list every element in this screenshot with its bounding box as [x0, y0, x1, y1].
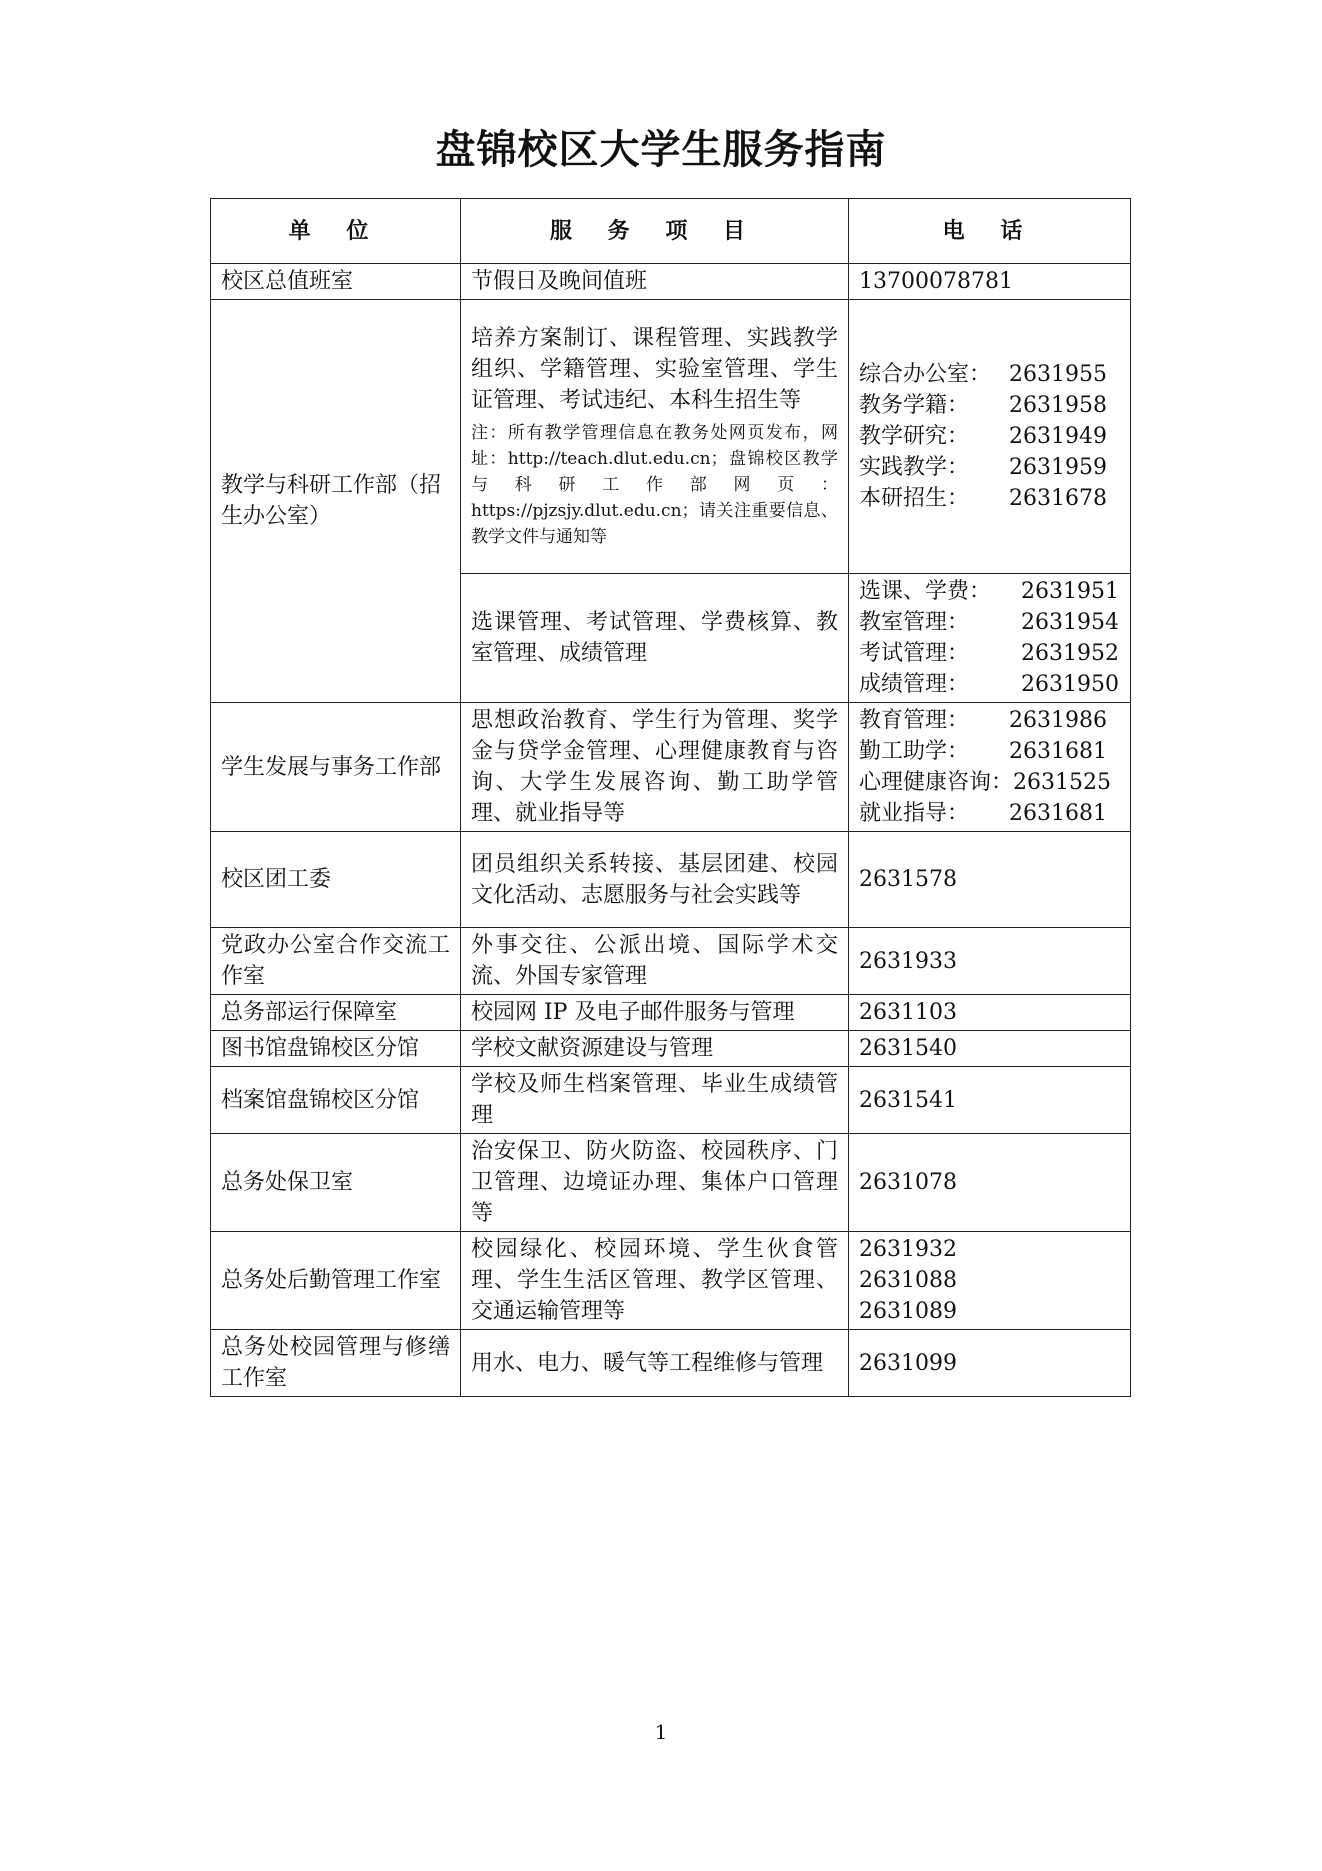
phone-cell: 2631099: [849, 1330, 1131, 1397]
phone-label: 教学研究：: [859, 424, 970, 449]
phone-number: 2631952: [1021, 641, 1119, 666]
phone-cell: 2631078: [849, 1134, 1131, 1232]
phone-label: 就业指导：: [859, 801, 970, 826]
service-cell: 学校文献资源建设与管理: [461, 1031, 849, 1067]
service-cell: 外事交往、公派出境、国际学术交流、外国专家管理: [461, 928, 849, 995]
phone-cell: [849, 300, 1131, 574]
phone-line: [859, 452, 1120, 483]
phone-number: 2631958: [1009, 393, 1107, 418]
phone-line: [859, 359, 1120, 390]
service-cell: 思想政治教育、学生行为管理、奖学金与贷学金管理、心理健康教育与咨询、大学生发展咨询、勤工助学管理、就业指导等: [461, 703, 849, 832]
phone-cell: 2631103: [849, 995, 1131, 1031]
phone-label: 成绩管理：: [859, 672, 970, 697]
unit-cell: 党政办公室合作交流工作室: [211, 928, 461, 995]
phone-line: [859, 798, 1120, 829]
table-row: [211, 703, 1131, 832]
phone-number: 2631525: [1013, 770, 1111, 795]
phone-line: [859, 669, 1120, 700]
service-cell: [461, 300, 849, 574]
phone-number: 2631681: [1009, 801, 1107, 826]
service-cell: 校园绿化、校园环境、学生伙食管理、学生生活区管理、教学区管理、交通运输管理等: [461, 1232, 849, 1330]
table-row: [211, 832, 1131, 928]
phone-line: [859, 483, 1120, 514]
phone-label: 综合办公室：: [859, 362, 992, 387]
service-note: 注：所有教学管理信息在教务处网页发布，网址：http://teach.dlut.edu.cn；盘锦校区教学与科研工作部网页：https://pjzsjy.dlut.edu.cn；请关注重要信息、教学文件与通知等: [471, 423, 838, 547]
table-row: [211, 1134, 1131, 1232]
table-row: [211, 300, 1131, 574]
phone-line: [859, 736, 1120, 767]
header-phone: 电 话: [849, 199, 1131, 264]
phone-line: [859, 638, 1120, 669]
unit-cell: 校区总值班室: [211, 264, 461, 300]
unit-cell: 档案馆盘锦校区分馆: [211, 1067, 461, 1134]
phone-line: [859, 390, 1120, 421]
phone-label: 教务学籍：: [859, 393, 970, 418]
service-cell: 治安保卫、防火防盗、校园秩序、门卫管理、边境证办理、集体户口管理等: [461, 1134, 849, 1232]
phone-label: 教育管理：: [859, 708, 970, 733]
table-row: [211, 1067, 1131, 1134]
header-unit: 单 位: [211, 199, 461, 264]
phone-number: 2631954: [1021, 610, 1119, 635]
phone-cell: 13700078781: [849, 264, 1131, 300]
phone-number: 2631949: [1009, 424, 1107, 449]
table-row: [211, 1232, 1131, 1330]
phone-line: [859, 607, 1120, 638]
table-row: [211, 928, 1131, 995]
service-cell: 选课管理、考试管理、学费核算、教室管理、成绩管理: [461, 574, 849, 703]
unit-cell: 总务部运行保障室: [211, 995, 461, 1031]
service-guide-table: [210, 198, 1131, 1397]
phone-cell: 2631578: [849, 832, 1131, 928]
phone-number: 2631088: [859, 1268, 957, 1293]
phone-number: 2631959: [1009, 455, 1107, 480]
page-title: 盘锦校区大学生服务指南: [435, 126, 887, 173]
phone-line: [859, 421, 1120, 452]
unit-cell: 总务处校园管理与修缮工作室: [211, 1330, 461, 1397]
phone-label: 本研招生：: [859, 486, 970, 511]
phone-cell: 2631540: [849, 1031, 1131, 1067]
phone-number: 2631951: [1021, 579, 1119, 604]
phone-number: 2631932: [859, 1237, 957, 1262]
phone-cell: 2631933: [849, 928, 1131, 995]
phone-cell: [849, 1232, 1131, 1330]
service-text: 培养方案制订、课程管理、实践教学组织、学籍管理、实验室管理、学生证管理、考试违纪、本科生招生等: [471, 326, 838, 413]
phone-number: 2631986: [1009, 708, 1107, 733]
service-cell: 团员组织关系转接、基层团建、校园文化活动、志愿服务与社会实践等: [461, 832, 849, 928]
service-cell: 校园网 IP 及电子邮件服务与管理: [461, 995, 849, 1031]
phone-label: 实践教学：: [859, 455, 970, 480]
phone-line: [859, 576, 1120, 607]
unit-cell: 总务处保卫室: [211, 1134, 461, 1232]
phone-number: 2631681: [1009, 739, 1107, 764]
table-row: [211, 1031, 1131, 1067]
page-number: 1: [654, 1720, 668, 1744]
phone-number: 2631955: [1009, 362, 1107, 387]
table-row: [211, 1330, 1131, 1397]
phone-label: 教室管理：: [859, 610, 970, 635]
phone-label: 选课、学费：: [859, 579, 992, 604]
phone-line: [859, 767, 1120, 798]
phone-number: 2631950: [1021, 672, 1119, 697]
service-cell: 节假日及晚间值班: [461, 264, 849, 300]
service-cell: 用水、电力、暖气等工程维修与管理: [461, 1330, 849, 1397]
header-service: 服 务 项 目: [461, 199, 849, 264]
phone-number: 2631678: [1009, 486, 1107, 511]
phone-label: 考试管理：: [859, 641, 970, 666]
phone-cell: [849, 703, 1131, 832]
unit-cell: 教学与科研工作部（招生办公室）: [211, 300, 461, 703]
phone-line: [859, 705, 1120, 736]
phone-cell: [849, 574, 1131, 703]
table-header-row: [211, 199, 1131, 264]
unit-cell: 图书馆盘锦校区分馆: [211, 1031, 461, 1067]
phone-label: 心理健康咨询：: [859, 770, 1014, 795]
table-row: [211, 264, 1131, 300]
phone-label: 勤工助学：: [859, 739, 970, 764]
phone-cell: 2631541: [849, 1067, 1131, 1134]
unit-cell: 学生发展与事务工作部: [211, 703, 461, 832]
phone-number: 2631089: [859, 1299, 957, 1324]
table-row: [211, 995, 1131, 1031]
unit-cell: 校区团工委: [211, 832, 461, 928]
service-cell: 学校及师生档案管理、毕业生成绩管理: [461, 1067, 849, 1134]
unit-cell: 总务处后勤管理工作室: [211, 1232, 461, 1330]
